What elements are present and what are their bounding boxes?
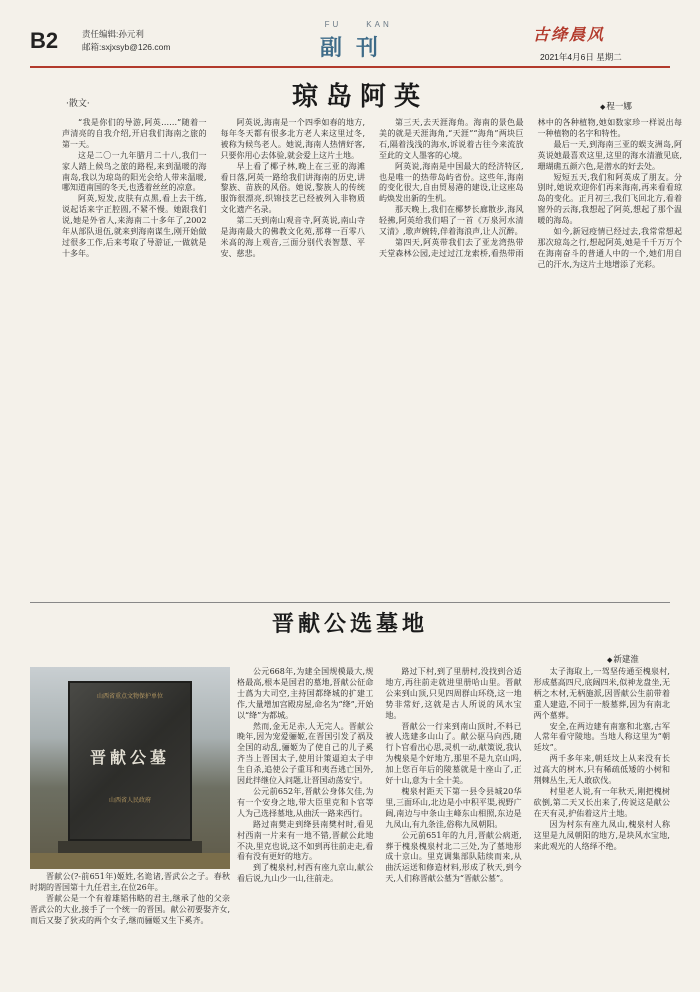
paragraph: 公元668年,为建全国规模最大,规格最高,根本是国君的墓地,晋献公征命士蔿为大司空,主持国都绛城的扩建工作,大量增加宫殿房屋,命名为“绛”,开始以“绛”为都城。 (237, 667, 374, 720)
paragraph: 村里老人说,有一年秋天,刚把槐树砍倒,第二天又长出来了,传说这是献公在天有灵,护佑着这片土地。 (533, 786, 670, 818)
paragraph: 槐泉村距天下第一县令县城20华里,三面环山,北边是小中积平渠,视野广阔,南边与中条山主峰东山相照,东边是九凤山,有九条洼,俗称九凤朝阳。 (385, 786, 522, 829)
paragraph: 公元前651年的九月,晋献公病逝,葬于槐泉槐泉村北二三处,为了墓地形成十京山。里克调集部队陆续而来,从曲沃运送和修造材料,形成了秋天,到今天,人们称晋献公墓为“晋献公墓”。 (385, 830, 522, 884)
article-author: ◆ 程一娜 (600, 100, 632, 112)
editor-email: 邮箱:sxjxsyb@126.com (82, 42, 171, 52)
article-title: 琼岛阿英 (291, 82, 428, 112)
edition-pinyin: FU KAN (324, 20, 392, 29)
paragraph: 晋献公一行来到南山顶时,不料已被人选建多山山了。献公驱马向西,随行卜官看出心思,灵机一动,献策说,我认为槐泉是个好地方,那里不是九京山吗,加上您百年后的陵墓就是十座山了,正好十山,意为十全十美。 (385, 721, 522, 786)
editor-info (82, 28, 170, 54)
masthead (0, 0, 700, 74)
masthead-rule (30, 66, 670, 68)
paragraph: 阿英说,海南是中国最大的经济特区,也是唯一的热带岛屿省份。这些年,海南的变化很大,自由贸易港的建设,让这座岛屿焕发出新的生机。 (379, 161, 524, 204)
issue-date: 2021年4月6日 星期二 (540, 52, 622, 62)
paragraph: 阿英说,海南是一个四季如春的地方,每年冬天都有很多北方老人来这里过冬,被称为候鸟老人。她说,海南人热情好客,只要你用心去体验,就会爱上这片土地。 (220, 118, 365, 160)
column-tag: ·散文· (66, 99, 90, 109)
paragraph: 两千多年来,朝廷坟上从来没有长过高大的树木,只有稀疏低矮的小树和荆棘丛生,无人敢砍伐。 (533, 754, 670, 786)
paragraph: 第二天到南山观音寺,阿英说,南山寺是海南最大的佛教文化苑,那尊一百零八米高的海上观音,三面分别代表智慧、平安、慈悲。 (220, 216, 365, 258)
paper-logo: 古绛晨风 (533, 25, 606, 44)
article-body (62, 118, 682, 592)
article-body (237, 667, 670, 992)
paragraph: 这是二〇一九年腊月二十八,我们一家人踏上候鸟之旅的路程,来到温暖的海南岛,我以为琼岛的阳光会给人带来温暖,哪知道南国的冬天,也透着丝丝的凉意。 (62, 150, 207, 193)
paragraph: 安全,在两边建有南塞和北塞,古军人常年看守陵地。当地人称这里为“朝廷坟”。 (533, 721, 670, 753)
stele-heading: 山西省重点文物保护单位 (96, 693, 163, 700)
paragraph: 第四天,阿英带我们去了亚龙湾热带天堂森林公园,走过过江龙索桥,看热带雨林中的各种植物,她如数家珍一样说出每一种植物的名字和特性。 (379, 118, 682, 258)
stele (68, 681, 192, 841)
paragraph: 路过下村,到了里册村,没找到合适地方,再往前走就进里册哈山里。晋献公来到山顶,只见四周群山环绕,这一地势非常好,这就是古人所说的风水宝地。 (385, 667, 522, 720)
ground (30, 853, 230, 869)
paragraph: 到了槐泉村,村西有座九京山,献公看后说,九山少一山,往前走。 (237, 863, 374, 884)
paragraph: 早上看了椰子林,晚上在三亚的海滩看日落,阿英一路给我们讲海南的历史,讲黎族、苗族的风俗。她说,黎族人的传统服饰很漂亮,织锦技艺已经被列入非物质文化遗产名录。 (220, 161, 365, 215)
paragraph: 路过南樊走到绛县南樊村时,看见村西南一片来有一地不错,晋献公此地不决,里克也说,这不如到再往前走走,看看有没有更好的地方。 (237, 819, 374, 862)
paragraph: 因为村东有座九凤山,槐泉村人称这里是九凤朝阳的地方,是块风水宝地,来此观光的人络绎不绝。 (533, 819, 670, 851)
paragraph: 晋献公(?-前651年)姬姓,名诡诸,晋武公之子。春秋时期的晋国第十九任君主,在位26年。 (30, 872, 230, 892)
article-intro (30, 872, 230, 992)
paragraph: 短短五天,我们和阿英成了朋友。分别时,她说欢迎你们再来海南,再来看看琼岛的变化。正月初三,我们飞回北方,看着窗外的云海,我想起了阿英,想起了那个温暖的海岛。 (537, 172, 682, 226)
paragraph: 公元前652年,晋献公身体欠佳,为有一个安身之地,带大臣里克和卜官等人为己选择墓地,从曲沃一路来西行。 (237, 786, 374, 818)
paragraph: 阿英,短发,皮肤有点黑,看上去干练,说起话来字正腔圆,不紧不慢。她跟我们说,她是外省人,来海南二十多年了,2002年从部队退伍,就来到海南谋生,刚开始做过很多工作,后来考取了导游证,一做就是十多年。 (62, 194, 207, 258)
paragraph: 如今,新冠疫情已经过去,我常常想起那次琼岛之行,想起阿英,她是千千万万个在海南奋斗的普通人中的一个,她们用自己的汗水,为这片土地增添了光彩。 (537, 227, 682, 269)
section-divider (30, 602, 670, 603)
article-author: ◆ 新建淮 (607, 653, 639, 665)
editor-name: 责任编辑:孙元利 (82, 29, 144, 39)
paragraph: 然而,金无足赤,人无完人。晋献公晚年,因为宠爱骊姬,在晋国引发了祸及全国的动乱,骊姬为了使自己的儿子奚齐当上晋国太子,使用计策逼迫太子申生自杀,追使公子重耳和夷吾逃亡国外,因此拌继位入问题,让晋国动荡安宁。 (237, 721, 374, 786)
paragraph: 最后一天,到海南三亚的蜈支洲岛,阿英说她最喜欢这里,这里的海水清澈见底,珊瑚礁五颜六色,是潜水的好去处。 (537, 139, 682, 171)
page-number: B2 (30, 28, 59, 53)
article-title: 晋献公选墓地 (271, 611, 428, 637)
paragraph: 晋献公是一个有着雄韬伟略的君主,继承了他的父亲晋武公的大业,接手了一个统一的晋国。献公初要娶齐女,而后又娶了狄戎的两个女子,继而骊姬又生下奚齐。 (30, 893, 230, 925)
edition-title: 副刊 (319, 35, 392, 61)
stele-inscription: 晋献公墓 (89, 748, 170, 767)
paragraph: 第三天,去天涯海角。海南的景色最美的就是天涯海角,“天涯”“海角”两块巨石,隔着浅浅的海水,诉说着古往今来流放至此的文人墨客的心境。 (379, 118, 524, 160)
edition-header (306, 20, 406, 62)
paragraph: 那天晚上,我们在椰梦长廊散步,海风轻拂,阿英给我们唱了一首《万泉河水清又清》,歌声婉转,伴着海浪声,让人沉醉。 (379, 205, 524, 237)
paragraph: 太子海取上,一驾坚传通至槐泉村,形成墓高四尺,底阔四米,似神龙盘坐,无柄之木材,无柄施派,因晋献公生前带着重人建造,不同于一般墓葬,因为有南北两个墓葬。 (533, 667, 670, 720)
paragraph: “我是你们的导游,阿英……”随着一声清亮的自我介绍,开启我们海南之旅的第一天。 (62, 118, 207, 149)
stele-issuer: 山西省人民政府 (108, 797, 151, 804)
tomb-stele-photo (30, 667, 230, 869)
